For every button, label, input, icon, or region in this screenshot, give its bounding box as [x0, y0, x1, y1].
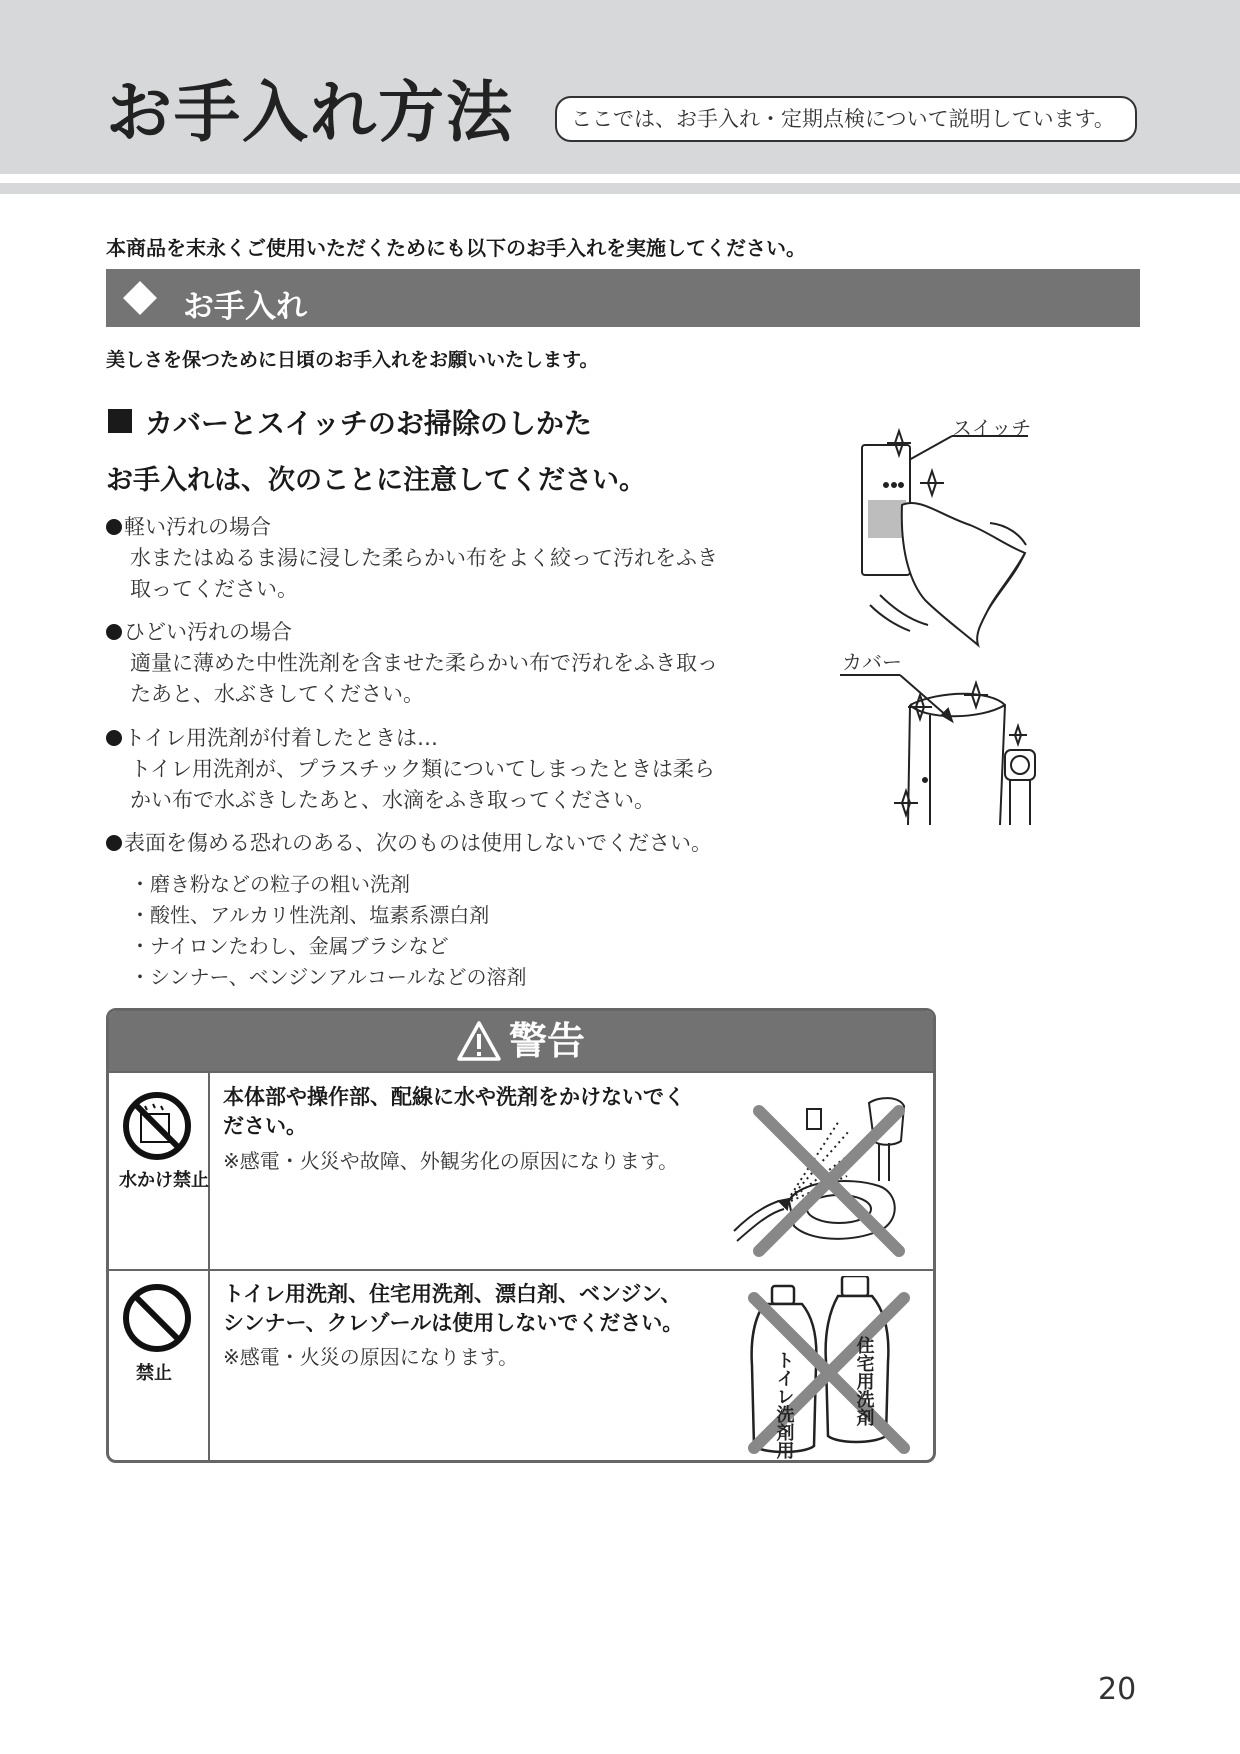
- caution-heading: お手入れは、次のことに注意してください。: [106, 465, 646, 496]
- warning-line: 本体部や操作部、配線に水や洗剤をかけないでく: [223, 1085, 685, 1109]
- bullet-prohibited: [106, 828, 712, 859]
- warning-line: トイレ用洗剤、住宅用洗剤、漂白剤、ベンジン、: [223, 1282, 682, 1306]
- warning-note: ※感電・火災の原因になります。: [223, 1345, 519, 1369]
- warning-box: [106, 1008, 936, 1463]
- prohibited-item: ・酸性、アルカリ性洗剤、塩素系漂白剤: [130, 903, 490, 927]
- prohibited-item: ・ナイロンたわし、金属ブラシなど: [130, 934, 449, 958]
- no-water-icon: [121, 1090, 193, 1162]
- warning-title-text: 警告: [508, 1019, 585, 1063]
- prohibited-item: ・磨き粉などの粒子の粗い洗剤: [130, 872, 410, 896]
- bottle-label: トイレ洗剤用: [773, 1351, 795, 1459]
- symbol-label: 禁止: [136, 1363, 172, 1384]
- bullet-line: 適量に薄めた中性洗剤を含ませた柔らかい布で汚れをふき取っ: [130, 651, 718, 675]
- section-title: お手入れ: [183, 289, 307, 325]
- bullet-dot-icon: [106, 730, 122, 746]
- water-spray-illustration: [729, 1081, 919, 1261]
- bullet-line: 取ってください。: [130, 577, 298, 601]
- warning-column-divider: [208, 1071, 210, 1463]
- bullet-heavy-dirt: [106, 617, 850, 710]
- warning-note: ※感電・火災や故障、外観劣化の原因になります。: [223, 1149, 679, 1173]
- bullet-head: 表面を傷める恐れのある、次のものは使用しないでください。: [124, 831, 712, 855]
- bullet-dot-icon: [106, 624, 122, 640]
- bullet-toilet-cleaner: [106, 723, 850, 816]
- bullet-head: 軽い汚れの場合: [124, 515, 271, 539]
- warning-line: シンナー、クレゾールは使用しないでください。: [223, 1311, 684, 1335]
- bullet-line: 水またはぬるま湯に浸した柔らかい布をよく絞って汚れをふき: [130, 546, 718, 570]
- page-number: 20: [1098, 1672, 1137, 1707]
- header-note: ここでは、お手入れ・定期点検について説明しています。: [555, 96, 1137, 142]
- cover-label: カバー: [842, 650, 902, 674]
- bullet-dot-icon: [106, 519, 122, 535]
- header-divider: [0, 176, 1240, 178]
- detergent-bottles-illustration: [734, 1276, 924, 1461]
- switch-label: スイッチ: [952, 416, 1032, 440]
- bullet-line: たあと、水ぶきしてください。: [130, 682, 424, 706]
- cleaning-illustration: [840, 405, 1040, 825]
- warning-row-divider: [109, 1071, 933, 1073]
- header-divider-lower: [0, 183, 1240, 194]
- prohibition-icon: [121, 1282, 193, 1354]
- bullet-line: かい布で水ぶきしたあと、水滴をふき取ってください。: [130, 788, 655, 812]
- warning-title: [109, 1011, 933, 1071]
- prohibited-item: ・シンナー、ベンジンアルコールなどの溶剤: [130, 965, 527, 989]
- page-title: お手入れ方法: [106, 74, 514, 151]
- section-description: 美しさを保つために日頃のお手入れをお願いいたします。: [106, 349, 599, 371]
- bullet-dot-icon: [106, 835, 122, 851]
- intro-text: 本商品を末永くご使用いただくためにも以下のお手入れを実施してください。: [106, 236, 806, 260]
- warning-text: [223, 1280, 693, 1338]
- warning-text: [223, 1083, 693, 1141]
- symbol-label: 水かけ禁止: [119, 1170, 209, 1191]
- square-bullet-icon: [108, 409, 132, 433]
- bullet-light-dirt: [106, 512, 850, 605]
- bullet-head: ひどい汚れの場合: [124, 620, 292, 644]
- bullet-line: トイレ用洗剤が、プラスチック類についてしまったときは柔ら: [130, 757, 715, 781]
- warning-line: ださい。: [223, 1114, 307, 1138]
- warning-row-divider: [109, 1269, 933, 1271]
- subsection-title: カバーとスイッチのお掃除のしかた: [145, 407, 592, 440]
- bottle-label: 住宅用洗剤: [853, 1336, 875, 1426]
- bullet-head: トイレ用洗剤が付着したときは…: [124, 726, 438, 750]
